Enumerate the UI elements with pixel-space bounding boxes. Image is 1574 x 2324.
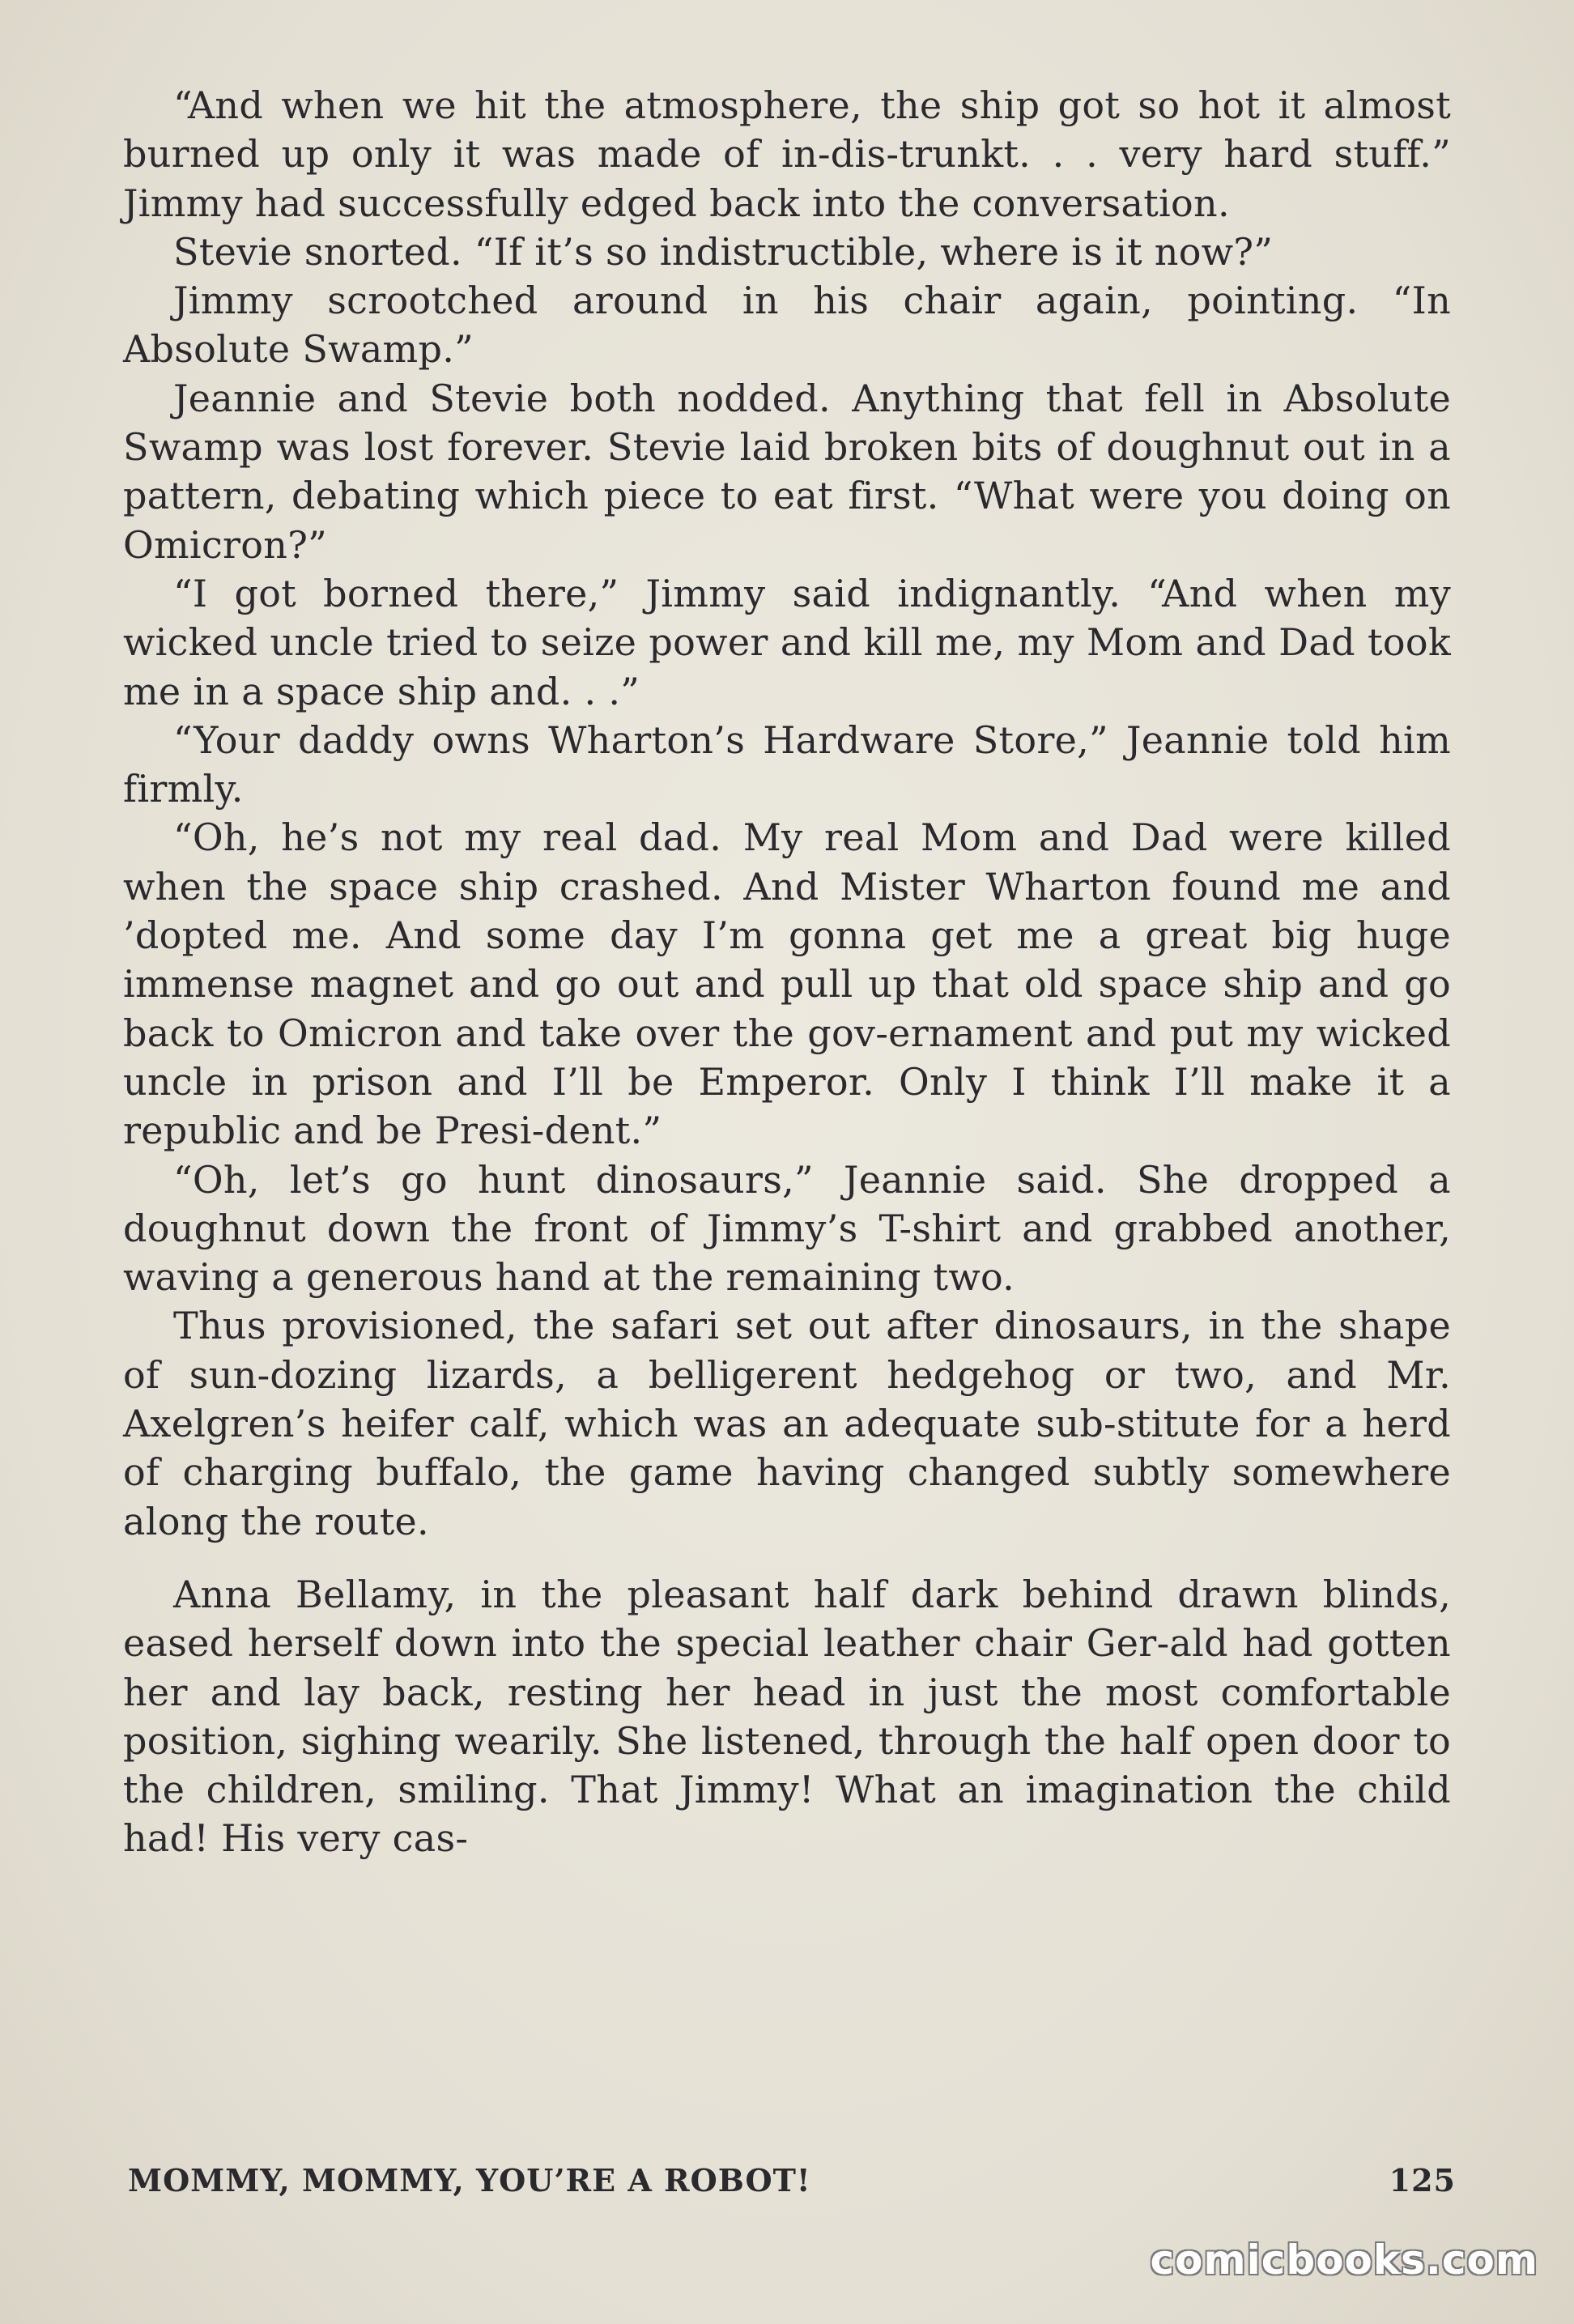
paragraph-10: Anna Bellamy, in the pleasant half dark behind drawn blinds, eased herself down into the special leather chair Ger-ald had gotten her and lay back, resting her head in just the most comfortable position, sighing wearily. She listened, through the half open door to the children, smiling. That Jimmy! What an imagination the child had! His very cas- — [123, 1572, 1451, 1861]
paragraph-2: Stevie snorted. “If it’s so indistructible, where is it now?” — [173, 229, 1274, 274]
running-title: MOMMY, MOMMY, YOU’RE A ROBOT! — [128, 2162, 811, 2198]
paragraph-1: “And when we hit the atmosphere, the ship got so hot it almost burned up only it was made of in-dis-trunkt. . . very hard stuff.” Jimmy had successfully edged back into the conversation. — [123, 83, 1451, 225]
page-number: 125 — [1389, 2162, 1456, 2198]
paragraph-9: Thus provisioned, the safari set out after dinosaurs, in the shape of sun-dozing lizards, a belligerent hedgehog or two, and Mr. Axelgren’s heifer calf, which was an adequate sub-stitute for a herd of charging buffalo, the game having changed subtly somewhere along the route. — [123, 1304, 1451, 1543]
paragraph-6: “Your daddy owns Wharton’s Hardware Store,” Jeannie told him firmly. — [123, 717, 1451, 811]
paragraph-7: “Oh, he’s not my real dad. My real Mom and Dad were killed when the space ship crashed. And Mister Wharton found me and ’dopted me. And some day I’m gonna get me a great big huge immense magnet and go out and pull up that old space ship and go back to Omicron and take over the gov-ernament and put my wicked uncle in prison and I’ll be Emperor. Only I think I’ll make it a republic and be Presi-dent.” — [123, 815, 1451, 1153]
body-text — [123, 81, 1451, 1863]
paragraph-8: “Oh, let’s go hunt dinosaurs,” Jeannie said. She dropped a doughnut down the front of Jimmy’s T-shirt and grabbed another, waving a generous hand at the remaining two. — [123, 1157, 1451, 1300]
paragraph-3: Jimmy scrootched around in his chair again, pointing. “In Absolute Swamp.” — [123, 279, 1451, 372]
paragraph-4: Jeannie and Stevie both nodded. Anything that fell in Absolute Swamp was lost forever. Stevie laid broken bits of doughnut out in a pattern, debating which piece to eat first. “What were you doing on Omicron?” — [123, 376, 1451, 567]
paragraph-5: “I got borned there,” Jimmy said indignantly. “And when my wicked uncle tried to seize power and kill me, my Mom and Dad took me in a space ship and. . .” — [123, 571, 1451, 713]
watermark-logo: comicbooks.com — [1150, 2237, 1538, 2284]
